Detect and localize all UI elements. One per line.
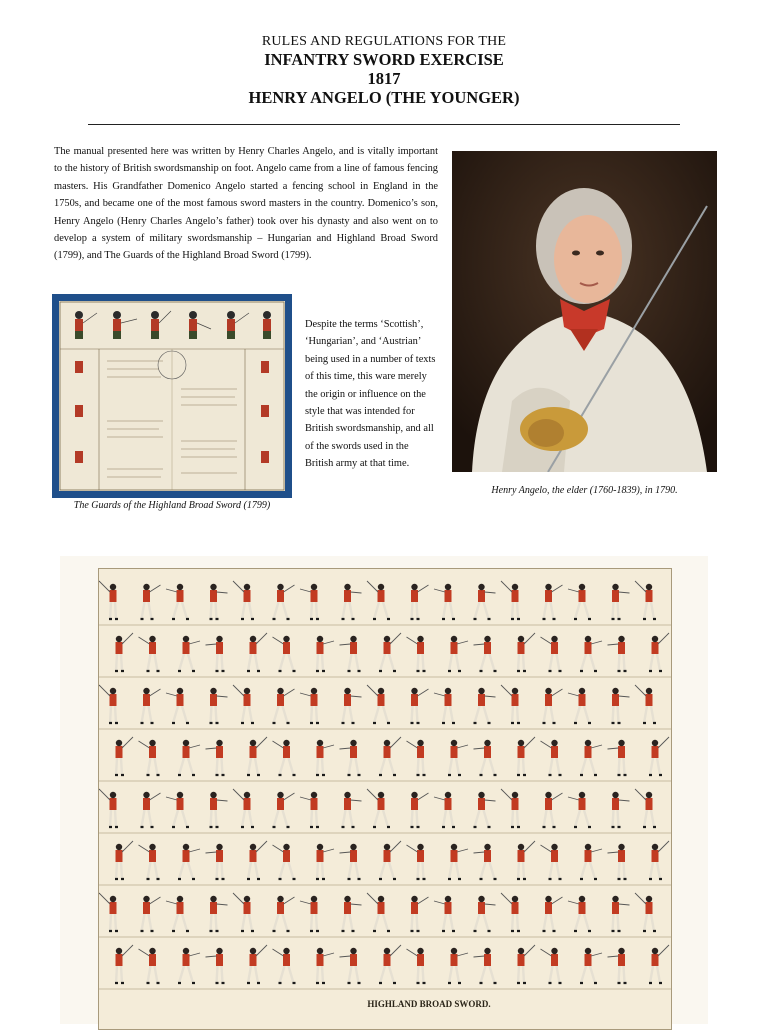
poster-drill-figure <box>342 792 362 827</box>
poster-drill-figure <box>635 581 656 619</box>
poster-drill-figure <box>115 945 133 983</box>
poster-drill-figure <box>448 636 468 671</box>
poster-title: HIGHLAND BROAD SWORD. <box>367 999 491 1009</box>
poster-drill-figure <box>273 948 296 983</box>
poster-drill-figure <box>367 893 390 931</box>
poster-drill-figure <box>608 740 627 775</box>
poster-drill-figure <box>178 740 200 775</box>
poster-drill-figure <box>501 893 520 931</box>
document-author: HENRY ANGELO (THE YOUNGER) <box>248 88 520 107</box>
poster-drill-figure <box>612 896 630 931</box>
poster-drill-figure <box>649 945 669 983</box>
henry-angelo-portrait <box>452 151 717 472</box>
guards-plate-image <box>52 294 292 498</box>
poster-drill-figure <box>316 740 334 775</box>
poster-drill-figure <box>166 584 189 619</box>
document-header <box>0 33 768 107</box>
poster-drill-figure <box>434 896 455 931</box>
poster-drill-figure <box>206 636 225 671</box>
poster-drill-figure <box>139 948 160 983</box>
poster-drill-figure <box>580 740 602 775</box>
poster-drill-figure <box>233 685 254 723</box>
poster-drill-figure <box>273 584 295 619</box>
poster-drill-figure <box>568 896 591 931</box>
poster-drill-figure <box>166 688 189 723</box>
poster-drill-figure <box>517 945 535 983</box>
poster-drill-figure <box>166 792 189 827</box>
poster-drill-figure <box>448 844 468 879</box>
poster-drill-figure <box>541 844 562 879</box>
poster-drill-figure <box>580 844 602 879</box>
poster-drill-figure <box>273 896 295 931</box>
poster-drill-figure <box>141 792 161 827</box>
poster-drill-figure <box>407 844 426 879</box>
poster-drill-figure <box>434 584 455 619</box>
poster-drill-figure <box>517 841 535 879</box>
body-paragraph: Despite the terms ‘Scottish’, ‘Hungarian’, and ‘Austrian’ being used in a number of texts of this time, this ware merely the origin or influence on the style that was intended for British swordsmanship, and all of the swords used in the British army at that time. <box>305 319 436 470</box>
poster-drill-figure <box>340 948 361 983</box>
poster-drill-figure <box>141 896 161 931</box>
poster-drill-figure <box>300 792 319 827</box>
poster-drill-figure <box>273 844 296 879</box>
portrait-caption: Henry Angelo, the elder (1760-1839), in 1790. <box>491 485 678 496</box>
poster-drill-figure <box>541 740 562 775</box>
poster-drill-figure <box>608 636 627 671</box>
poster-drill-figure <box>649 737 669 775</box>
poster-drill-figure <box>407 948 426 983</box>
poster-drill-figure <box>474 844 497 879</box>
poster-drill-figure <box>448 948 468 983</box>
poster-drill-figure <box>139 844 160 879</box>
poster-drill-figure <box>501 789 520 827</box>
poster-drill-figure <box>247 633 267 671</box>
poster-drill-figure <box>501 581 520 619</box>
poster-drill-figure <box>635 685 656 723</box>
poster-drill-figure <box>367 789 390 827</box>
document-year: 1817 <box>367 69 401 88</box>
poster-drill-figure <box>517 633 535 671</box>
poster-drill-figure <box>210 896 228 931</box>
poster-drill-figure <box>411 584 429 619</box>
poster-drill-figure <box>247 841 267 879</box>
poster-drill-figure <box>340 636 361 671</box>
poster-drill-figure <box>300 896 319 931</box>
poster-drill-figure <box>210 584 228 619</box>
poster-drill-figure <box>448 740 468 775</box>
poster-drill-figure <box>300 584 319 619</box>
poster-drill-figure <box>541 636 562 671</box>
poster-drill-figure <box>139 636 160 671</box>
poster-drill-figure <box>407 740 426 775</box>
poster-drill-figure <box>474 740 497 775</box>
poster-drill-figure <box>543 896 563 931</box>
poster-drill-figure <box>316 844 334 879</box>
poster-drill-figure <box>233 789 254 827</box>
poster-drill-figure <box>543 584 563 619</box>
highland-broadsword-poster <box>60 556 708 1024</box>
poster-drill-figure <box>367 581 390 619</box>
poster-drill-figure <box>543 792 563 827</box>
poster-drill-figure <box>141 584 161 619</box>
header-line-1: RULES AND REGULATIONS FOR THE <box>261 34 507 49</box>
poster-drill-figure <box>206 740 225 775</box>
poster-drill-figure <box>568 688 591 723</box>
poster-drill-figure <box>340 844 361 879</box>
poster-drill-figure <box>379 633 401 671</box>
poster-drill-figure <box>543 688 563 723</box>
poster-drill-figure <box>206 844 225 879</box>
poster-drill-figure <box>247 945 267 983</box>
poster-drill-figure <box>139 740 160 775</box>
poster-drill-figure <box>342 688 362 723</box>
poster-drill-figure <box>300 688 319 723</box>
poster-drill-figure <box>233 893 254 931</box>
poster-drill-figure <box>379 945 401 983</box>
poster-drill-figure <box>166 896 189 931</box>
poster-drill-figure <box>474 948 497 983</box>
poster-drill-figure <box>379 841 401 879</box>
poster-drill-figure <box>273 636 296 671</box>
poster-drill-figure <box>411 792 429 827</box>
poster-drill-figure <box>580 636 602 671</box>
header-divider <box>88 124 680 125</box>
poster-drill-figure <box>612 792 630 827</box>
poster-drill-figure <box>474 792 496 827</box>
poster-drill-figure <box>612 688 630 723</box>
poster-drill-figure <box>501 685 520 723</box>
poster-sheet <box>98 568 672 1030</box>
poster-drill-figure <box>411 688 429 723</box>
poster-drill-figure <box>316 948 334 983</box>
poster-drill-figure <box>206 948 225 983</box>
poster-drill-figure <box>273 740 296 775</box>
poster-drill-figure <box>608 844 627 879</box>
poster-drill-figure <box>411 896 429 931</box>
intro-paragraph: The manual presented here was written by Henry Charles Angelo, and is vitally important to the history of British swordsmanship on foot. Angelo came from a line of famous fencing masters. His Grandfather Domenico Angelo started a fencing school in England in the 1750s, and became one of the most famous sword masters in the country. Domenico’s son, Henry Angelo (Henry Charles Angelo’s father) took over his dynasty and also went on to develop a system of military swordsmanship – Hungarian and Highland Broad Sword (1799), and The Guards of the Highland Broad Sword (1799). <box>54 146 438 262</box>
poster-drill-figure <box>178 636 200 671</box>
poster-drill-figure <box>649 841 669 879</box>
poster-drill-figure <box>99 789 118 827</box>
guards-plate-illustration <box>59 301 285 491</box>
poster-drill-figure <box>635 789 656 827</box>
poster-drill-figure <box>210 792 228 827</box>
poster-drill-figure <box>474 636 497 671</box>
poster-drill-figure <box>342 896 362 931</box>
poster-drill-figure <box>342 584 362 619</box>
poster-drill-figure <box>434 688 455 723</box>
poster-drill-figure <box>115 633 133 671</box>
poster-drill-figure <box>474 584 496 619</box>
guards-plate-content <box>59 301 285 491</box>
poster-drill-figure <box>612 584 630 619</box>
poster-drill-figure <box>178 948 200 983</box>
poster-drill-figure <box>649 633 669 671</box>
poster-drill-figure <box>340 740 361 775</box>
poster-drill-figure <box>115 841 133 879</box>
poster-drill-figure <box>273 688 295 723</box>
poster-drill-figure <box>99 893 118 931</box>
portrait-painting <box>452 151 717 472</box>
poster-drill-figure <box>210 688 228 723</box>
poster-drill-figure <box>434 792 455 827</box>
poster-drill-figure <box>141 688 161 723</box>
document-title: INFANTRY SWORD EXERCISE <box>264 50 504 69</box>
poster-figures <box>99 569 671 1029</box>
poster-drill-figure <box>273 792 295 827</box>
poster-drill-figure <box>379 737 401 775</box>
poster-drill-figure <box>247 737 267 775</box>
poster-drill-figure <box>608 948 627 983</box>
poster-drill-figure <box>517 737 535 775</box>
poster-drill-figure <box>407 636 426 671</box>
poster-drill-figure <box>474 896 496 931</box>
poster-drill-figure <box>541 948 562 983</box>
poster-drill-figure <box>568 792 591 827</box>
poster-drill-figure <box>178 844 200 879</box>
poster-drill-figure <box>115 737 133 775</box>
poster-drill-figure <box>635 893 656 931</box>
guards-plate-caption: The Guards of the Highland Broad Sword (1799) <box>73 500 271 511</box>
poster-drill-figure <box>99 685 118 723</box>
poster-drill-figure <box>367 685 390 723</box>
poster-drill-figure <box>568 584 591 619</box>
poster-drill-figure <box>580 948 602 983</box>
poster-drill-figure <box>99 581 118 619</box>
poster-drill-figure <box>316 636 334 671</box>
poster-drill-figure <box>233 581 254 619</box>
poster-drill-figure <box>474 688 496 723</box>
